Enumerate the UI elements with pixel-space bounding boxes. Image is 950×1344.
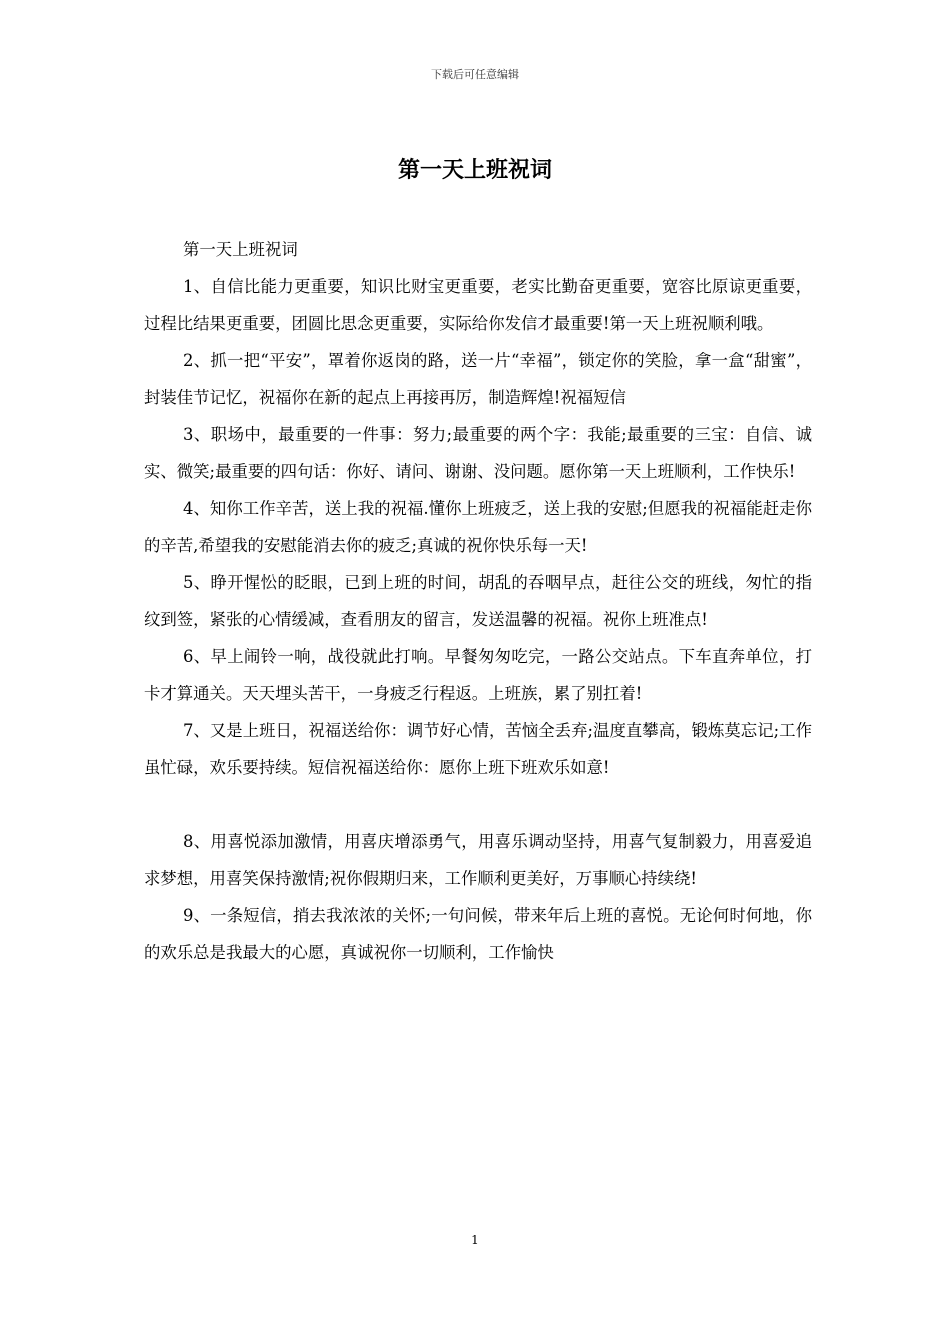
document-title: 第一天上班祝词: [397, 158, 552, 183]
page-number: 1: [471, 1233, 479, 1247]
paragraph-7: 7、又是上班日，祝福送给你：调节好心情，苦恼全丢弃;温度直攀高，锻炼莫忘记;工作虽忙碌，欢乐要持续。短信祝福送给你：愿你上班下班欢乐如意!: [144, 721, 812, 777]
paragraph-4: 4、知你工作辛苦，送上我的祝福.懂你上班疲乏，送上我的安慰;但愿我的祝福能赶走你的辛苦,希望我的安慰能消去你的疲乏;真诚的祝你快乐每一天!: [144, 499, 812, 555]
paragraph-1: 1、自信比能力更重要，知识比财宝更重要，老实比勤奋更重要，宽容比原谅更重要，过程比结果更重要，团圆比思念更重要，实际给你发信才最重要!第一天上班祝顺利哦。: [144, 277, 812, 333]
header-note: 下载后可任意编辑: [431, 68, 519, 81]
paragraph-3: 3、职场中，最重要的一件事：努力;最重要的两个字：我能;最重要的三宝：自信、诚实、微笑;最重要的四句话：你好、请问、谢谢、没问题。愿你第一天上班顺利，工作快乐!: [144, 425, 812, 481]
document-subtitle: 第一天上班祝词: [183, 240, 298, 259]
paragraph-9: 9、一条短信，捎去我浓浓的关怀;一句问候，带来年后上班的喜悦。无论何时何地，你的欢乐总是我最大的心愿，真诚祝你一切顺利，工作愉快: [144, 906, 812, 962]
paragraph-6: 6、早上闹铃一响，战役就此打响。早餐匆匆吃完，一路公交站点。下车直奔单位，打卡才算通关。天天埋头苦干，一身疲乏行程返。上班族，累了别扛着!: [144, 647, 812, 703]
paragraph-2: 2、抓一把“平安”，罩着你返岗的路，送一片“幸福”，锁定你的笑脸，拿一盒“甜蜜”，封装佳节记忆，祝福你在新的起点上再接再厉，制造辉煌!祝福短信: [144, 351, 812, 407]
paragraph-5: 5、睁开惺忪的眨眼，已到上班的时间，胡乱的吞咽早点，赶往公交的班线，匆忙的指纹到签，紧张的心情缓减，查看朋友的留言，发送温馨的祝福。祝你上班准点!: [144, 573, 812, 629]
document-body: [144, 231, 812, 971]
paragraph-8: 8、用喜悦添加激情，用喜庆增添勇气，用喜乐调动坚持，用喜气复制毅力，用喜爱追求梦想，用喜笑保持激情;祝你假期归来，工作顺利更美好，万事顺心持续绕!: [144, 832, 812, 888]
